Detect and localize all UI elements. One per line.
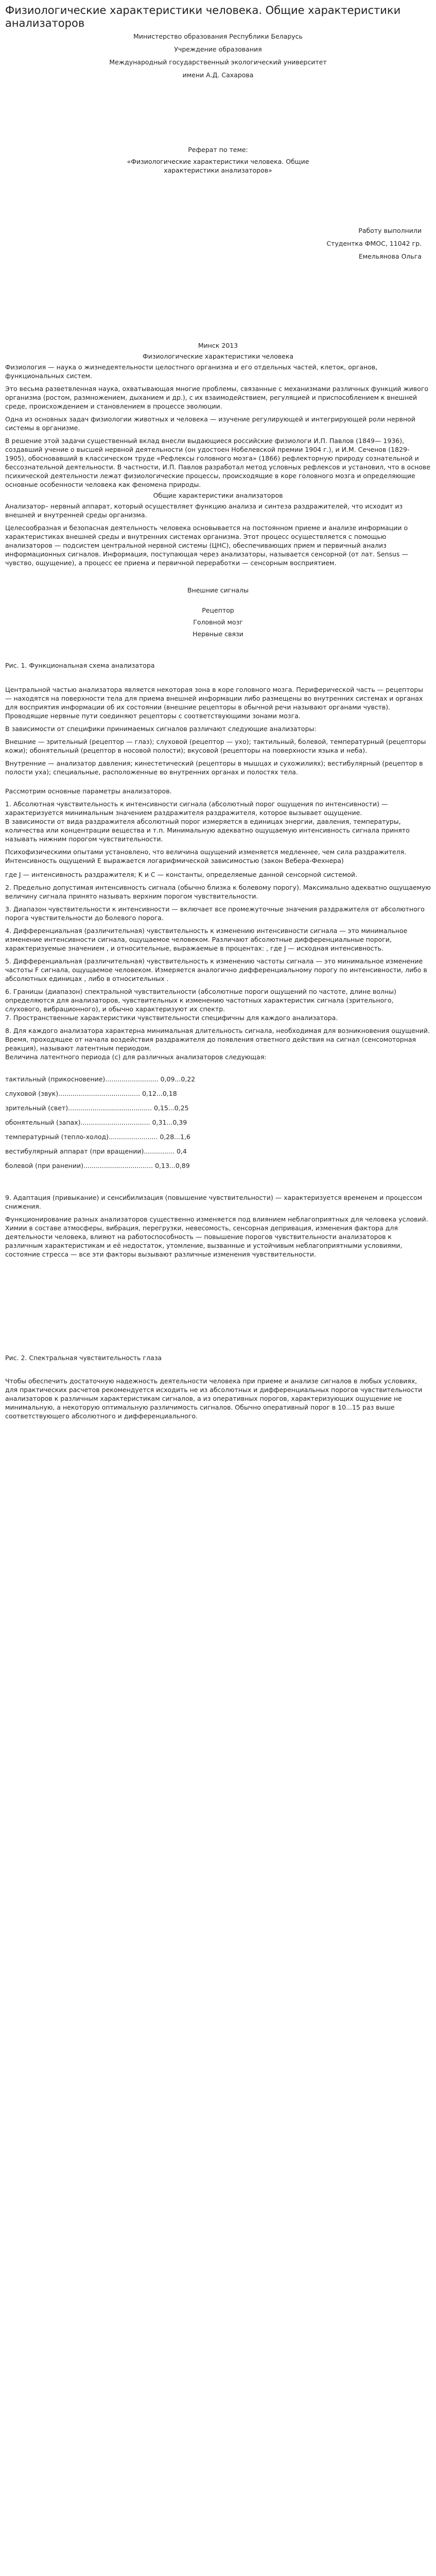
latency-row — [5, 1089, 431, 1098]
parameter-item: 2. Предельно допустимая интенсивность сигнала (обычно близка к болевому порогу). Максимально адекватно ощущаемую величину сигнала принято называть верхним порогом чувствительности. — [5, 884, 431, 900]
latency-name: тактильный (прикосновение) — [5, 1075, 106, 1083]
referat-topic: «Физиологические характеристики человека. Общие характеристики анализаторов» — [127, 158, 309, 174]
title-page-header — [5, 32, 431, 79]
parameter-item: Психофизическими опытами установлено, что величина ощущений изменяется медленнее, чем сила раздражителя. Интенсивность ощущений E выражается логарифмической зависимостью (закон Вебера-Фехнера) — [5, 848, 407, 865]
paragraph: Функционирование разных анализаторов существенно изменяется под влиянием неблагоприятных для человека условий. Химии в составе атмосферы, вибрация, перегрузки, невесомость, сенсорная депривация, изменения фактора для деятельности человека, влияют на работоспособность — повышение порогов чувствительности анализаторов к различным характеристикам и её недостаток, утомление, вызванные и устойчивым неблагоприятными условиями, состояние стресса — все эти факторы вызывают различные изменения чувствительности. — [5, 1215, 428, 1258]
university-name-line: имени А.Д. Сахарова — [182, 71, 254, 79]
latency-dots: .................................. — [83, 1162, 153, 1170]
latency-dots: ........................................ — [58, 1090, 141, 1097]
author-block — [5, 226, 431, 261]
figure-caption: Рис. 1. Функциональная схема анализатора — [5, 662, 155, 669]
latency-row — [5, 1147, 431, 1156]
parameter-item: 7. Пространственные характеристики чувствительности специфичны для каждого анализатора. — [5, 1014, 338, 1022]
latency-dots: ............... — [144, 1147, 175, 1155]
author-line: Студентка ФМОС, 11042 гр. — [326, 240, 422, 247]
latency-name: вестибулярный аппарат (при вращении) — [5, 1147, 144, 1155]
latency-name: температурный (тепло-холод) — [5, 1133, 109, 1141]
latency-dots: ......................................... — [68, 1104, 152, 1112]
latency-value: 0,31...0,39 — [152, 1118, 187, 1126]
parameter-item: где J — интенсивность раздражителя; K и C — константы, определяемые данной сенсорной системой. — [5, 871, 358, 878]
latency-table — [5, 1075, 431, 1170]
parameter-item: 5. Дифференциальная (различительная) чувствительность к изменению частоты сигнала — это минимальное изменение частоты F сигнала, ощущаемое человеком. Измеряется аналогично дифференциальному порогу по интенсивности, либо в абсолютных единицах , либо в относительных . — [5, 957, 427, 982]
diagram-label-receptor: Рецептор — [202, 606, 234, 614]
latency-row — [5, 1118, 431, 1127]
parameter-item: 3. Диапазон чувствительности к интенсивности — включает все промежуточные значения раздражителя от абсолютного порога чувствительности до болевого порога. — [5, 905, 425, 922]
parameter-item: В зависимости от вида раздражителя абсолютный порог измеряется в единицах энергии, давления, температуры, количества или концентрации вещества и т.п. Минимальную адекватно ощущаемую интенсивность сигнала принято называть нижним порогом чувствительности. — [5, 818, 410, 843]
ministry-line: Министерство образования Республики Беларусь — [133, 32, 303, 40]
latency-row — [5, 1104, 431, 1112]
latency-name: слуховой (звук) — [5, 1090, 59, 1097]
latency-name: обонятельный (запах) — [5, 1118, 81, 1126]
referat-label: Реферат по теме: — [188, 146, 248, 154]
paragraph: В зависимости от специфики принимаемых сигналов различают следующие анализаторы: — [5, 725, 317, 733]
latency-row — [5, 1075, 431, 1083]
analyzer-diagram-labels — [5, 586, 431, 638]
latency-dots: .......................... — [105, 1075, 159, 1083]
paragraph: Анализатор– нервный аппарат, который осуществляет функцию анализа и синтеза раздражителей, что исходит из внешней и внутренней среды организма. — [5, 502, 403, 519]
paragraph: Это весьма разветвленная наука, охватывающая многие проблемы, связанные с механизмами различных функций живого организма (ростом, размножением, дыханием и др.), с их взаимодействием, регуляцией и приспособлением к внешней среде, происхождением и становлением в процессе эволюции. — [5, 385, 429, 410]
diagram-label-external-signals: Внешние сигналы — [187, 586, 249, 594]
latency-row — [5, 1132, 431, 1141]
section-title: Физиологические характеристики человека — [142, 352, 294, 360]
author-line: Емельянова Ольга — [358, 252, 422, 260]
parameter-item: 6. Границы (диапазон) спектральной чувствительности (абсолютные пороги ощущений по частоте, длине волны) определяются для анализаторов, чувствительных к изменению частотных характеристик сигнала (зрительного, слухового, вибрационного), и обычно характеризуют их спектр. — [5, 988, 396, 1013]
city-year: Минск 2013 — [198, 342, 238, 349]
author-line: Работу выполнили — [358, 227, 422, 234]
latency-dots: .................................. — [80, 1118, 150, 1126]
paragraph: Целесообразная и безопасная деятельность человека основывается на постоянном приеме и анализе информации о характеристиках внешней среды и внутренних системах организма. Этот процесс осуществляется с помощью анализаторов — подсистем центральной нервной системы (ЦНС), обеспечивающих прием и первичный анализ информационных сигналов. Информация, поступающая через анализаторы, называется сенсорной (от лат. Sensus — чувство, ощущение), а процесс ее приема и первичной переработки — сенсорным восприятием. — [5, 524, 408, 567]
paragraph: Рассмотрим основные параметры анализаторов. — [5, 787, 172, 795]
paragraph: Внешние — зрительный (рецептор — глаз); слуховой (рецептор — ухо); тактильный, болевой, температурный (рецепторы кожи); обонятельный (рецептор в носовой полости); вкусовой (рецепторы на поверхности языка и неба). — [5, 738, 426, 754]
paragraph: Физиология — наука о жизнедеятельности целостного организма и его отдельных частей, клеток, органов, функциональных систем. — [5, 363, 378, 380]
diagram-label-brain: Головной мозг — [193, 618, 243, 626]
paragraph: В решение этой задачи существенный вклад внесли выдающиеся российские физиологи И.П. Павлов (1849— 1936), создавший учение о высшей нервной деятельности (он удостоен Нобелевской премии 1904 г.), и И.М. Сеченов (1829- 1905), обосновавший в классическом труде «Рефлексы головного мозга» (1866) рефлекторную природу сознательной и бессознательной деятельности. В частности, И.П. Павлов разработал метод условных рефлексов и установил, что в основе психической деятельности лежат физиологические процессы, происходящие в коре головного мозга и определяющие основные особенности человека как феномена природы. — [5, 437, 431, 488]
latency-value: 0,12...0,18 — [142, 1090, 177, 1097]
latency-value: 0,15...0,25 — [154, 1104, 189, 1112]
latency-value: 0,09...0,22 — [160, 1075, 196, 1083]
section-title: Общие характеристики анализаторов — [153, 492, 283, 499]
parameter-item: Величина латентного периода (с) для различных анализаторов следующая: — [5, 1053, 267, 1061]
latency-row — [5, 1161, 431, 1170]
university-line: Международный государственный экологический университет — [109, 58, 327, 66]
document-title: Физиологические характеристики человека. Общие характеристики анализаторов — [5, 4, 401, 29]
latency-value: 0,4 — [176, 1147, 187, 1155]
parameter-item: 4. Дифференциальная (различительная) чувствительность к изменению интенсивности сигнала — это минимальное изменение интенсивности сигнала, ощущаемое человеком. Различают абсолютные дифференциальные пороги, характеризуемые значением , и относительные, выражаемые в процентах: , где J — исходная интенсивность. — [5, 927, 408, 952]
parameter-item: 8. Для каждого анализатора характерна минимальная длительность сигнала, необходимая для возникновения ощущений. Время, проходящее от начала воздействия раздражителя до появления ответного действия на сигнал (сенсомоторная реакция), называют латентным периодом. — [5, 1027, 430, 1052]
latency-name: зрительный (свет) — [5, 1104, 68, 1112]
diagram-label-nerve-links: Нервные связи — [193, 630, 243, 638]
paragraph: Чтобы обеспечить достаточную надежность деятельности человека при приеме и анализе сигналов в любых условиях, для практических расчетов рекомендуется исходить не из абсолютных и дифференциальных порогов чувствительности анализаторов к различным характеристикам сигналов, а из оперативных порогов, характеризующих ощущение не минимальную, а некоторую оптимальную различимость сигналов. Обычно оперативный порог в 10...15 раз выше соответствующего абсолютного и дифференциального. — [5, 1377, 423, 1420]
figure-caption: Рис. 2. Спектральная чувствительность глаза — [5, 1354, 162, 1362]
latency-value: 0,28...1,6 — [160, 1133, 190, 1141]
latency-dots: ........................ — [108, 1133, 158, 1141]
latency-value: 0,13...0,89 — [155, 1162, 190, 1170]
paragraph: Внутренние — анализатор давления; кинестетический (рецепторы в мышцах и сухожилиях); вестибулярный (рецептор в полости уха); специальные, расположенные во внутренних органах и полостях тела. — [5, 759, 423, 776]
institution-type-line: Учреждение образования — [174, 45, 262, 53]
parameter-item: 1. Абсолютная чувствительность к интенсивности сигнала (абсолютный порог ощущения по интенсивности) — характеризуется минимальным значением раздражителя раздражителя, которое вызывает ощущение. — [5, 800, 388, 817]
paragraph: Центральной частью анализатора является некоторая зона в коре головного мозга. Периферической часть — рецепторы — находятся на поверхности тела для приема внешней информации либо размещены во внутренних системах и органах для восприятия информации об их состоянии (внешние рецепторы в обычной речи называют органами чувств). Проводящие нервные пути соединяют рецепторы с соответствующими зонами мозга. — [5, 686, 423, 720]
paragraph: Одна из основных задач физиологии животных и человека — изучение регулирующей и интегрирующей роли нервной системы в организме. — [5, 415, 415, 432]
latency-name: болевой (при ранении) — [5, 1162, 83, 1170]
paragraph: 9. Адаптация (привыкание) и сенсибилизация (повышение чувствительности) — характеризуется временем и процессом снижения. — [5, 1194, 423, 1210]
